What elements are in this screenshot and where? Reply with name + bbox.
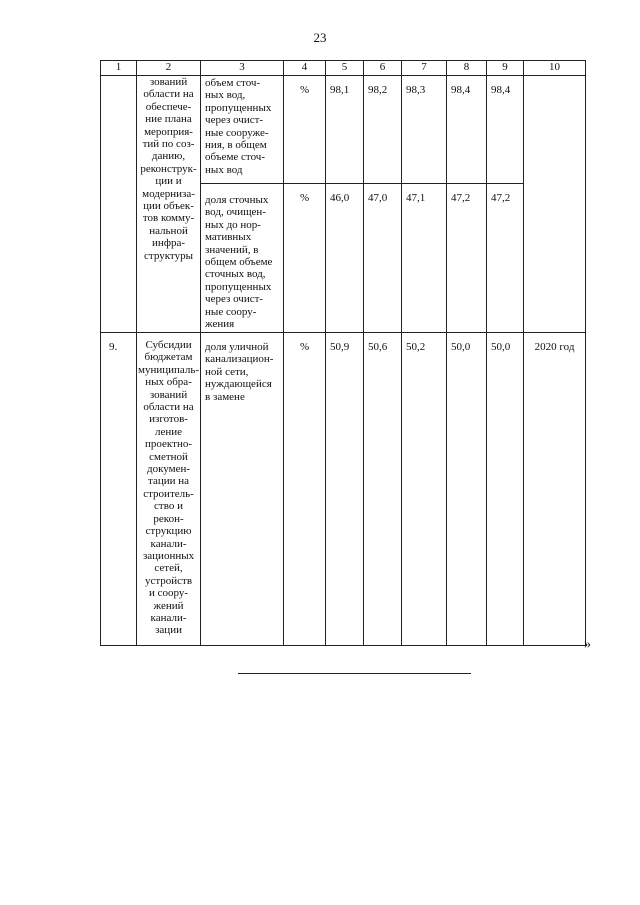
indicator-unit: % xyxy=(284,76,326,184)
indicator-name: доля сточных вод, очищен- ных до нор- мативных значений, в общем объеме сточных вод, пропущенных через очист- ные соору- жения xyxy=(201,184,284,333)
column-number: 5 xyxy=(326,61,364,76)
implementation-term: 2020 год xyxy=(524,333,586,646)
indicator-value: 98,2 xyxy=(364,76,402,184)
indicator-name: объем сточ- ных вод, пропущенных через очист- ные сооруже- ния, в общем объеме сточ- ных вод xyxy=(201,76,284,184)
column-number: 2 xyxy=(137,61,201,76)
indicator-value: 47,2 xyxy=(487,184,524,333)
column-number: 3 xyxy=(201,61,284,76)
column-number: 4 xyxy=(284,61,326,76)
indicator-value: 47,2 xyxy=(447,184,487,333)
indicator-value: 50,2 xyxy=(402,333,447,646)
table-row xyxy=(101,76,586,184)
implementation-term xyxy=(524,76,586,333)
measure-name: зований области на обеспече- ние плана мероприя- тий по соз- данию, реконструк- ции и модерниза- ции объек- тов комму- нальной инфра- структуры xyxy=(137,76,201,333)
indicator-unit: % xyxy=(284,184,326,333)
indicator-value: 50,0 xyxy=(447,333,487,646)
column-number: 9 xyxy=(487,61,524,76)
column-number: 8 xyxy=(447,61,487,76)
indicators-table xyxy=(100,60,586,646)
indicator-value: 50,9 xyxy=(326,333,364,646)
indicator-value: 98,1 xyxy=(326,76,364,184)
column-number: 7 xyxy=(402,61,447,76)
indicator-value: 98,4 xyxy=(447,76,487,184)
footer-rule xyxy=(238,673,471,674)
column-number: 6 xyxy=(364,61,402,76)
indicator-value: 98,4 xyxy=(487,76,524,184)
indicator-value: 46,0 xyxy=(326,184,364,333)
column-number: 10 xyxy=(524,61,586,76)
indicator-value: 50,0 xyxy=(487,333,524,646)
closing-quote: » xyxy=(584,637,591,652)
indicator-value: 47,0 xyxy=(364,184,402,333)
page-number: 23 xyxy=(313,30,327,45)
table-row xyxy=(101,333,586,646)
row-number: 9. xyxy=(101,333,137,646)
measure-name: Субсидии бюджетам муниципаль- ных обра- зований области на изготов- ление проектно- сметной докумен- тации на строитель- ство и рекон- струкцию канали- зационных сетей, устройств и соору- жений канали- зации xyxy=(137,333,201,646)
indicator-value: 50,6 xyxy=(364,333,402,646)
row-number xyxy=(101,76,137,333)
column-number-row xyxy=(101,61,586,76)
indicator-value: 47,1 xyxy=(402,184,447,333)
indicator-name: доля уличной канализацион- ной сети, нуждающейся в замене xyxy=(201,333,284,646)
indicator-value: 98,3 xyxy=(402,76,447,184)
column-number: 1 xyxy=(101,61,137,76)
indicator-unit: % xyxy=(284,333,326,646)
